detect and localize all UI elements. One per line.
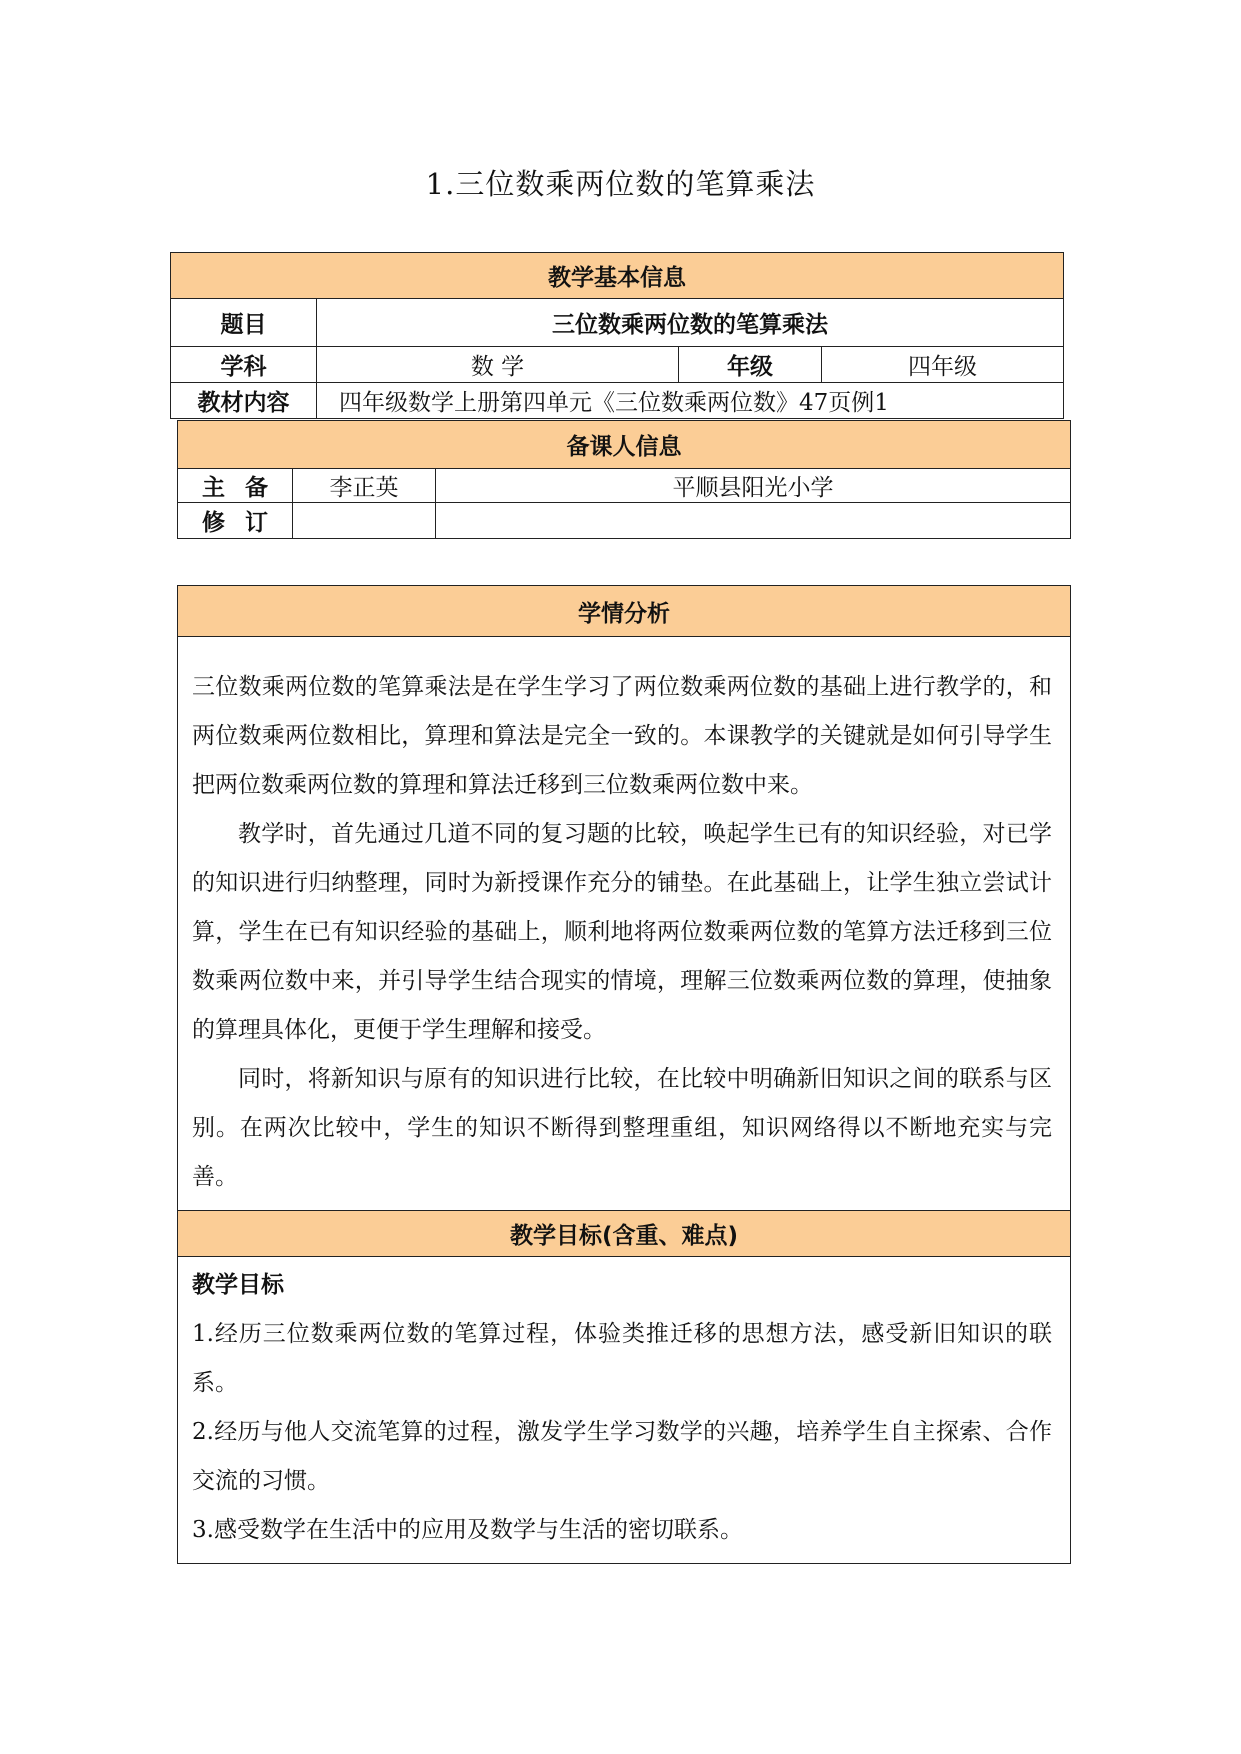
analysis-paragraph: 同时，将新知识与原有的知识进行比较，在比较中明确新旧知识之间的联系与区别。在两次比较中，学生的知识不断得到整理重组，知识网络得以不断地充实与完善。	[192, 1066, 1052, 1190]
content-label: 教材内容	[171, 383, 317, 419]
basic-info-header: 教学基本信息	[171, 253, 1064, 299]
main-preparer-school: 平顺县阳光小学	[436, 469, 1071, 503]
analysis-body	[178, 637, 1071, 1211]
objective-item: 1.经历三位数乘两位数的笔算过程，体验类推迁移的思想方法，感受新旧知识的联系。	[192, 1321, 1052, 1396]
page-title: 1.三位数乘两位数的笔算乘法	[425, 167, 816, 201]
main-preparer-name: 李正英	[293, 469, 436, 503]
objectives-body	[178, 1257, 1071, 1564]
analysis-header: 学情分析	[178, 586, 1071, 637]
grade-label: 年级	[679, 347, 822, 383]
analysis-paragraph: 三位数乘两位数的笔算乘法是在学生学习了两位数乘两位数的基础上进行教学的，和两位数乘两位数相比，算理和算法是完全一致的。本课教学的关键就是如何引导学生把两位数乘两位数的算理和算法迁移到三位数乘两位数中来。	[192, 674, 1052, 798]
grade-value: 四年级	[822, 347, 1064, 383]
subject-value: 数 学	[317, 347, 679, 383]
objectives-header: 教学目标(含重、难点)	[178, 1211, 1071, 1257]
preparer-info-table	[177, 420, 1071, 539]
subject-label: 学科	[171, 347, 317, 383]
content-value: 四年级数学上册第四单元《三位数乘两位数》47页例1	[317, 383, 1064, 419]
main-preparer-label: 主 备	[178, 469, 293, 503]
revise-school	[436, 503, 1071, 539]
analysis-objectives-table	[177, 585, 1071, 1564]
revise-label: 修 订	[178, 503, 293, 539]
objective-item: 3.感受数学在生活中的应用及数学与生活的密切联系。	[192, 1517, 743, 1543]
topic-value: 三位数乘两位数的笔算乘法	[317, 299, 1064, 347]
revise-name	[293, 503, 436, 539]
preparer-info-header: 备课人信息	[178, 421, 1071, 469]
basic-info-table	[170, 252, 1064, 419]
analysis-paragraph: 教学时，首先通过几道不同的复习题的比较，唤起学生已有的知识经验，对已学的知识进行归纳整理，同时为新授课作充分的铺垫。在此基础上，让学生独立尝试计算，学生在已有知识经验的基础上，顺利地将两位数乘两位数的笔算方法迁移到三位数乘两位数中来，并引导学生结合现实的情境，理解三位数乘两位数的算理，使抽象的算理具体化，更便于学生理解和接受。	[192, 821, 1052, 1043]
objective-item: 2.经历与他人交流笔算的过程，激发学生学习数学的兴趣，培养学生自主探索、合作交流的习惯。	[192, 1419, 1052, 1494]
topic-label: 题目	[171, 299, 317, 347]
objectives-subheader: 教学目标	[192, 1272, 284, 1298]
